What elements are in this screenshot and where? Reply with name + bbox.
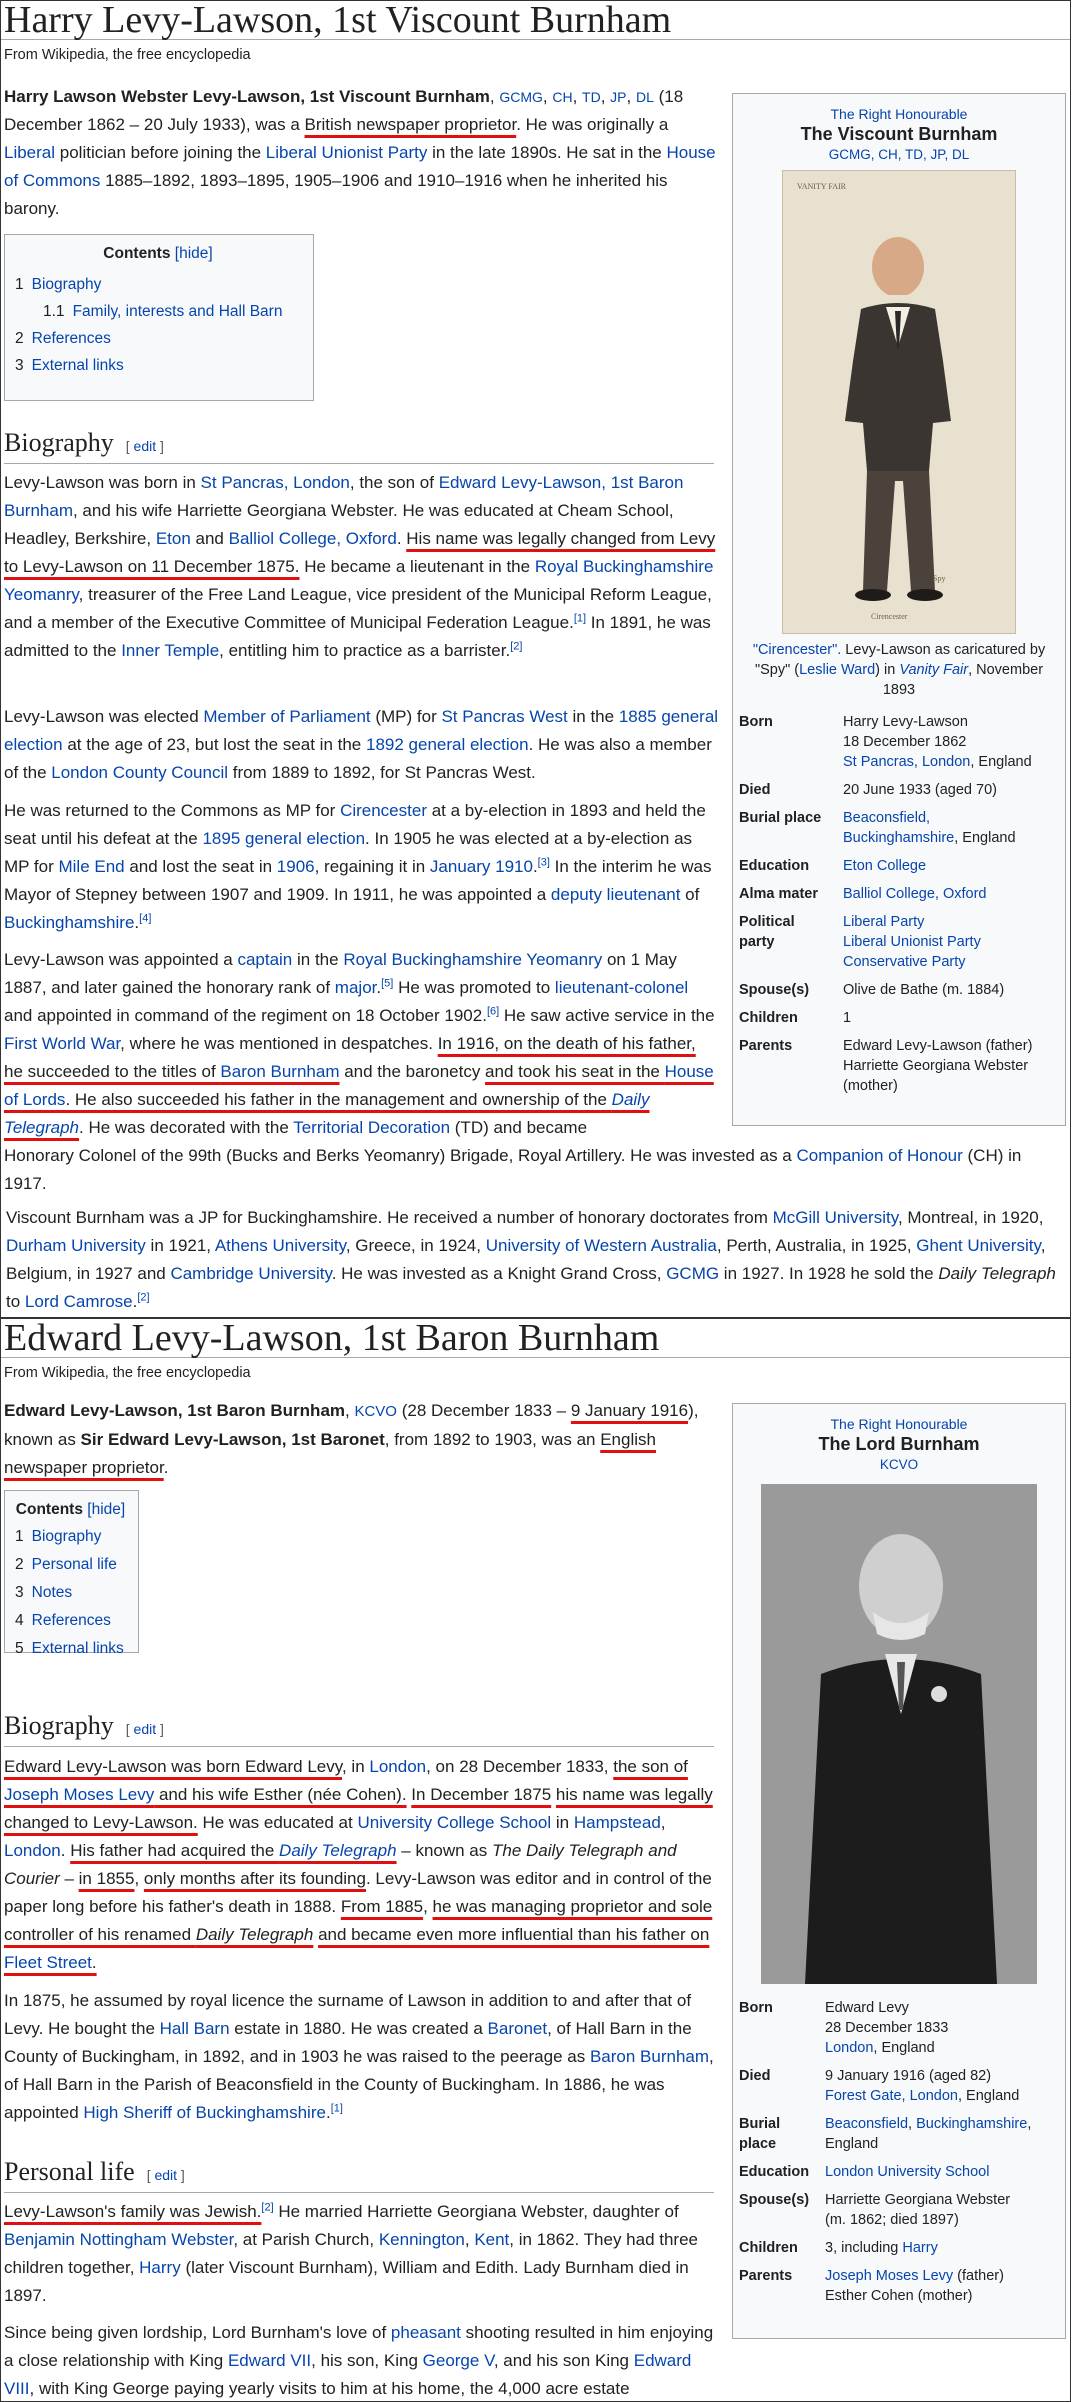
toc-item[interactable]: 3 Notes — [15, 1584, 73, 1601]
infobox-name: The Viscount Burnham — [800, 124, 998, 144]
infobox-row-children: Children 1 — [739, 1010, 852, 1026]
toc-item[interactable]: 2 References — [15, 330, 111, 347]
section-heading-biography: Biography [ edit ] — [4, 1711, 714, 1747]
toc-hide-link[interactable]: [hide] — [87, 1501, 126, 1518]
toc-item[interactable]: 1.1 Family, interests and Hall Barn — [43, 303, 283, 320]
infobox-row-burial: Burial place Beaconsfield, Buckinghamshire, England — [739, 2116, 1032, 2152]
biography-paragraph-2: Levy-Lawson was elected Member of Parliament (MP) for St Pancras West in the 1885 general election at the age of 23, but lost the seat in the 1892 general election. He was also a member of the London County Council from 1889 to 1892, for St Pancras West. — [4, 707, 719, 782]
toc-title: Contents — [103, 245, 171, 262]
article-panel-baron — [0, 1318, 1071, 2402]
infobox-row-born: Born Harry Levy-Lawson 18 December 1862 St Pancras, London, England — [739, 714, 1032, 770]
infobox-row-spouse: Spouse(s) Olive de Bathe (m. 1884) — [739, 982, 1005, 998]
infobox-row-education: Education Eton College — [739, 858, 927, 874]
infobox-postnominals[interactable]: GCMG, CH, TD, JP, DL — [828, 147, 970, 162]
toc-item[interactable]: 1 Biography — [15, 1528, 102, 1545]
infobox-table — [733, 1994, 1065, 2310]
biography-paragraph-1: Edward Levy-Lawson was born Edward Levy, in London, on 28 December 1833, the son of Joseph Moses Levy and his wife Esther (née Cohen). In December 1875 his name was legally changed to Levy-Lawson. He was educated at University College School in Hampstead, London. His father had acquired the Daily Telegraph – known as The Daily Telegraph and Courier – in 1855, only months after its founding. Levy-Lawson was editor and in control of the paper long before his father's death in 1888. From 1885, he was managing proprietor and sole controller of his renamed Daily Telegraph and became even more influential than his father on Fleet Street. — [4, 1757, 713, 1972]
portrait-caricature[interactable] — [782, 170, 1016, 634]
caricature-figure-image — [783, 171, 1015, 633]
toc-title: Contents — [15, 1501, 83, 1518]
infobox-postnominals[interactable]: KCVO — [879, 1457, 919, 1472]
infobox-row-parents: Parents Edward Levy-Lawson (father) Harriette Georgiana Webster (mother) — [739, 1038, 1033, 1094]
toc-item[interactable]: 1 Biography — [15, 276, 102, 293]
image-caption: "Cirencester". Levy-Lawson as caricatured by "Spy" (Leslie Ward) in Vanity Fair, November 1893 — [752, 642, 1046, 698]
page-title: Harry Levy-Lawson, 1st Viscount Burnham — [1, 1, 1070, 40]
page-title: Edward Levy-Lawson, 1st Baron Burnham — [1, 1319, 1070, 1358]
lead-paragraph: Harry Lawson Webster Levy-Lawson, 1st Viscount Burnham, GCMG, CH, TD, JP, DL (18 December 1862 – 20 July 1933), was a British newspaper proprietor. He was originally a Liberal politician before joining the Liberal Unionist Party in the late 1890s. He sat in the House of Commons 1885–1892, 1893–1895, 1905–1906 and 1910–1916 when he inherited his barony. — [4, 87, 716, 218]
edit-link[interactable]: edit — [133, 1721, 157, 1737]
portrait-figure-image — [761, 1484, 1037, 1984]
infobox — [732, 1403, 1066, 2339]
biography-paragraph-5: Viscount Burnham was a JP for Buckinghamshire. He received a number of honorary doctorates from McGill University, Montreal, in 1920, Durham University in 1921, Athens University, Greece, in 1924, University of Western Australia, Perth, Australia, in 1925, Ghent University, Belgium, in 1927 and Cambridge University. He was invested as a Knight Grand Cross, GCMG in 1927. In 1928 he sold the Daily Telegraph to Lord Camrose.[2] — [6, 1208, 1056, 1311]
infobox-name: The Lord Burnham — [818, 1434, 980, 1454]
infobox-row-children: Children 3, including Harry — [739, 2240, 938, 2256]
edit-link[interactable]: edit — [154, 2167, 178, 2183]
personal-life-paragraph-1: Levy-Lawson's family was Jewish.[2] He married Harriette Georgiana Webster, daughter of Benjamin Nottingham Webster, at Parish Church, Kennington, Kent, in 1862. They had three children together, Harry (later Viscount Burnham), William and Edith. Lady Burnham died in 1897. — [4, 2201, 699, 2305]
table-of-contents — [4, 1490, 139, 1657]
lead-paragraph: Edward Levy-Lawson, 1st Baron Burnham, KCVO (28 December 1833 – 9 January 1916), known as Sir Edward Levy-Lawson, 1st Baronet, from 1892 to 1903, was an English newspaper proprietor. — [4, 1401, 699, 1477]
infobox-row-died: Died 9 January 1916 (aged 82) Forest Gate, London, England — [739, 2068, 1020, 2104]
toc-item[interactable]: 3 External links — [15, 357, 124, 374]
infobox-row-spouse: Spouse(s) Harriette Georgiana Webster (m. 1862; died 1897) — [739, 2192, 1011, 2228]
svg-text:Spy: Spy — [933, 574, 946, 583]
infobox-row-born: Born Edward Levy 28 December 1833 London, England — [739, 2000, 949, 2056]
toc-item[interactable]: 5 External links — [15, 1640, 124, 1657]
svg-text:VANITY FAIR: VANITY FAIR — [797, 182, 846, 191]
biography-paragraph-2: In 1875, he assumed by royal licence the surname of Lawson in addition to and after that of Levy. He bought the Hall Barn estate in 1880. He was created a Baronet, of Hall Barn in the County of Buckingham, in 1892, and in 1903 he was raised to the peerage as Baron Burnham, of Hall Barn in the Parish of Beaconsfield in the County of Buckingham. In 1886, he was appointed High Sheriff of Buckinghamshire.[1] — [4, 1991, 714, 2122]
infobox-honorific: The Right Honourable — [830, 106, 968, 122]
biography-paragraph-4: Levy-Lawson was appointed a captain in the Royal Buckinghamshire Yeomanry on 1 May 1887, and later gained the honorary rank of major.[5] He was promoted to lieutenant-colonel and appointed in command of the regiment on 18 October 1902.[6] He saw active service in the First World War, where he was mentioned in despatches. In 1916, on the death of his father, he succeeded to the titles of Baron Burnham and the baronetcy and took his seat in the House of Lords. He also succeeded his father in the management and ownership of the Daily Telegraph. He was decorated with the Territorial Decoration (TD) and became Honorary Colonel of the 99th (Bucks and Berks Yeomanry) Brigade, Royal Artillery. He was invested as a Companion of Honour (CH) in 1917. — [4, 950, 1022, 1193]
section-heading-personal-life: Personal life [ edit ] — [4, 2157, 714, 2193]
infobox-row-education: Education London University School — [739, 2164, 990, 2180]
tagline: From Wikipedia, the free encyclopedia — [4, 47, 251, 63]
biography-paragraph-1: Levy-Lawson was born in St Pancras, London, the son of Edward Levy-Lawson, 1st Baron Burnham, and his wife Harriette Georgiana Webster. He was educated at Cheam School, Headley, Berkshire, Eton and Balliol College, Oxford. His name was legally changed from Levy to Levy-Lawson on 11 December 1875. He became a lieutenant in the Royal Buckinghamshire Yeomanry, treasurer of the Free Land League, vice president of the Municipal Reform League, and a member of the Executive Committee of Municipal Federation League.[1] In 1891, he was admitted to the Inner Temple, entitling him to practice as a barrister.[2] — [4, 473, 716, 660]
infobox — [732, 93, 1066, 1126]
table-of-contents — [4, 234, 314, 401]
section-heading-biography: Biography [ edit ] — [4, 428, 714, 464]
svg-text:Cirencester: Cirencester — [871, 612, 908, 621]
portrait-photo[interactable] — [761, 1484, 1037, 1984]
edit-link[interactable]: edit — [133, 438, 157, 454]
personal-life-paragraph-2: Since being given lordship, Lord Burnham's love of pheasant shooting resulted in him enjoying a close relationship with King Edward VII, his son, King George V, and his son King Edward VIII, with King George paying yearly visits to him at his home, the 4,000 acre estate — [4, 2323, 714, 2398]
infobox-row-alma-mater: Alma mater Balliol College, Oxford — [739, 886, 987, 902]
toc-item[interactable]: 2 Personal life — [15, 1556, 117, 1573]
infobox-row-party: Political party Liberal Party Liberal Unionist Party Conservative Party — [739, 914, 981, 970]
toc-item[interactable]: 4 References — [15, 1612, 111, 1629]
infobox-row-parents: Parents Joseph Moses Levy (father) Esther Cohen (mother) — [739, 2268, 1004, 2304]
infobox-row-died: Died 20 June 1933 (aged 70) — [739, 782, 997, 798]
toc-hide-link[interactable]: [hide] — [174, 245, 213, 262]
tagline: From Wikipedia, the free encyclopedia — [4, 1365, 251, 1381]
infobox-table — [733, 708, 1065, 1100]
biography-paragraph-3: He was returned to the Commons as MP for Cirencester at a by-election in 1893 and held the seat until his defeat at the 1895 general election. In 1905 he was elected at a by-election as MP for Mile End and lost the seat in 1906, regaining it in January 1910.[3] In the interim he was Mayor of Stepney between 1907 and 1909. In 1911, he was appointed a deputy lieutenant of Buckinghamshire.[4] — [4, 801, 712, 932]
infobox-honorific: The Right Honourable — [830, 1416, 968, 1432]
infobox-row-burial: Burial place Beaconsfield, Buckinghamshire, England — [739, 810, 1016, 846]
